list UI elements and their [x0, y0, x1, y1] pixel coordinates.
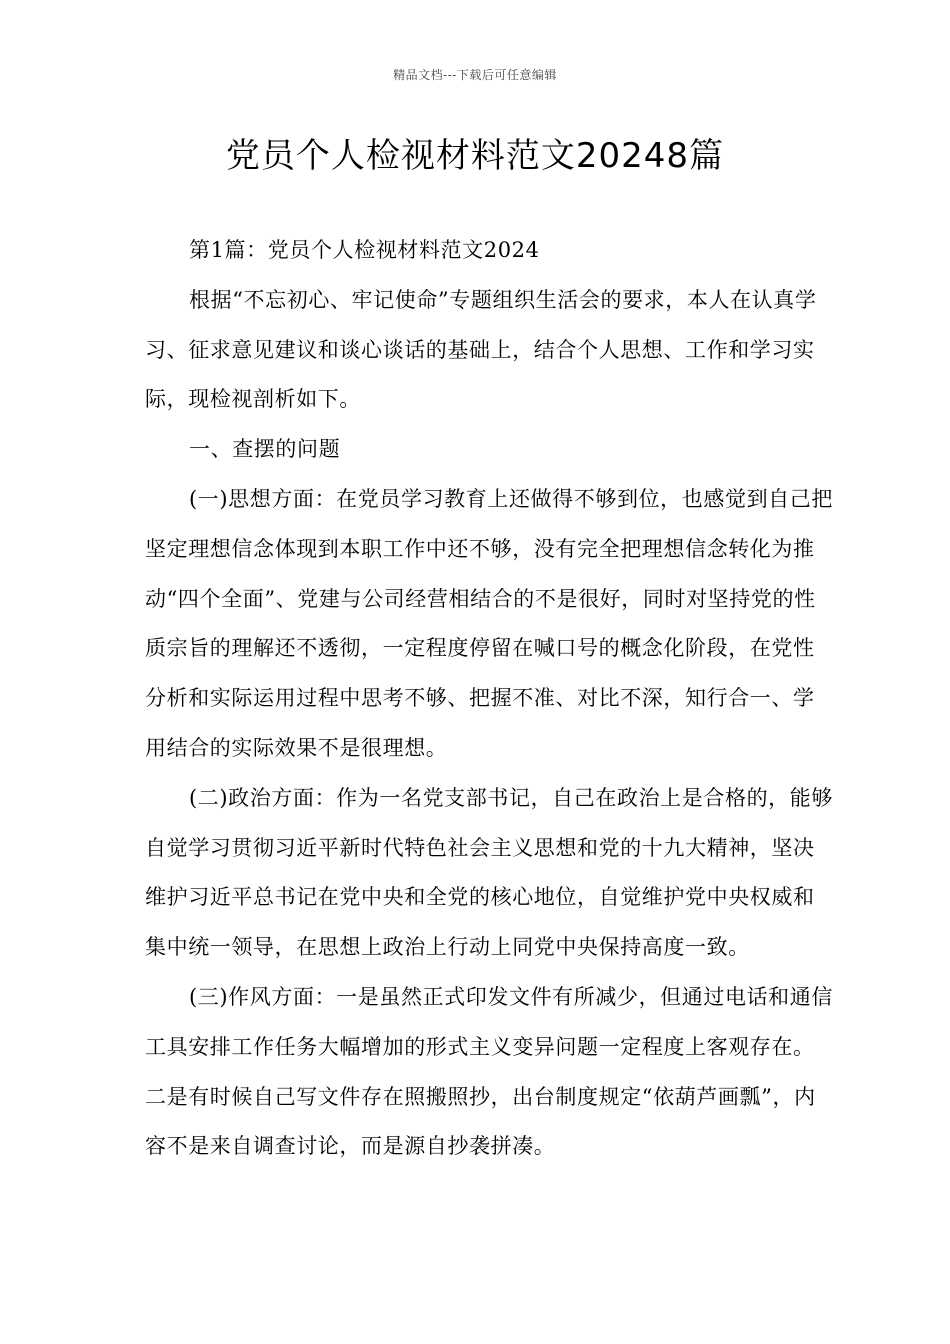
thought-paragraph: (一)思想方面：在党员学习教育上还做得不够到位，也感觉到自己把坚定理想信念体现到本职工作中还不够，没有完全把理想信念转化为推动“四个全面”、党建与公司经营相结合的不是很好，同时对坚持党的性质宗旨的理解还不透彻，一定程度停留在喊口号的概念化阶段，在党性分析和实际运用过程中思考不够、把握不准、对比不深，知行合一、学用结合的实际效果不是很理想。	[145, 486, 833, 760]
header-note: 精品文档---下载后可任意编辑	[393, 68, 557, 82]
style-paragraph: (三)作风方面：一是虽然正式印发文件有所减少，但通过电话和通信工具安排工作任务大幅增加的形式主义变异问题一定程度上客观存在。二是有时候自己写文件存在照搬照抄，出台制度规定“依葫芦画瓢”，内容不是来自调查讨论，而是源自抄袭拼凑。	[145, 984, 833, 1159]
part-one-heading: 一、查摆的问题	[189, 437, 341, 462]
politics-paragraph: (二)政治方面：作为一名党支部书记，自己在政治上是合格的，能够自觉学习贯彻习近平新时代特色社会主义思想和党的十九大精神，坚决维护习近平总书记在党中央和全党的核心地位，自觉维护党中央权威和集中统一领导，在思想上政治上行动上同党中央保持高度一致。	[145, 785, 833, 960]
document-title: 党员个人检视材料范文20248篇	[225, 136, 725, 176]
document-body	[145, 226, 835, 1172]
intro-paragraph: 根据“不忘初心、牢记使命”专题组织生活会的要求，本人在认真学习、征求意见建议和谈心谈话的基础上，结合个人思想、工作和学习实际，现检视剖析如下。	[145, 287, 817, 412]
section-heading: 第1篇：党员个人检视材料范文2024	[189, 238, 540, 262]
